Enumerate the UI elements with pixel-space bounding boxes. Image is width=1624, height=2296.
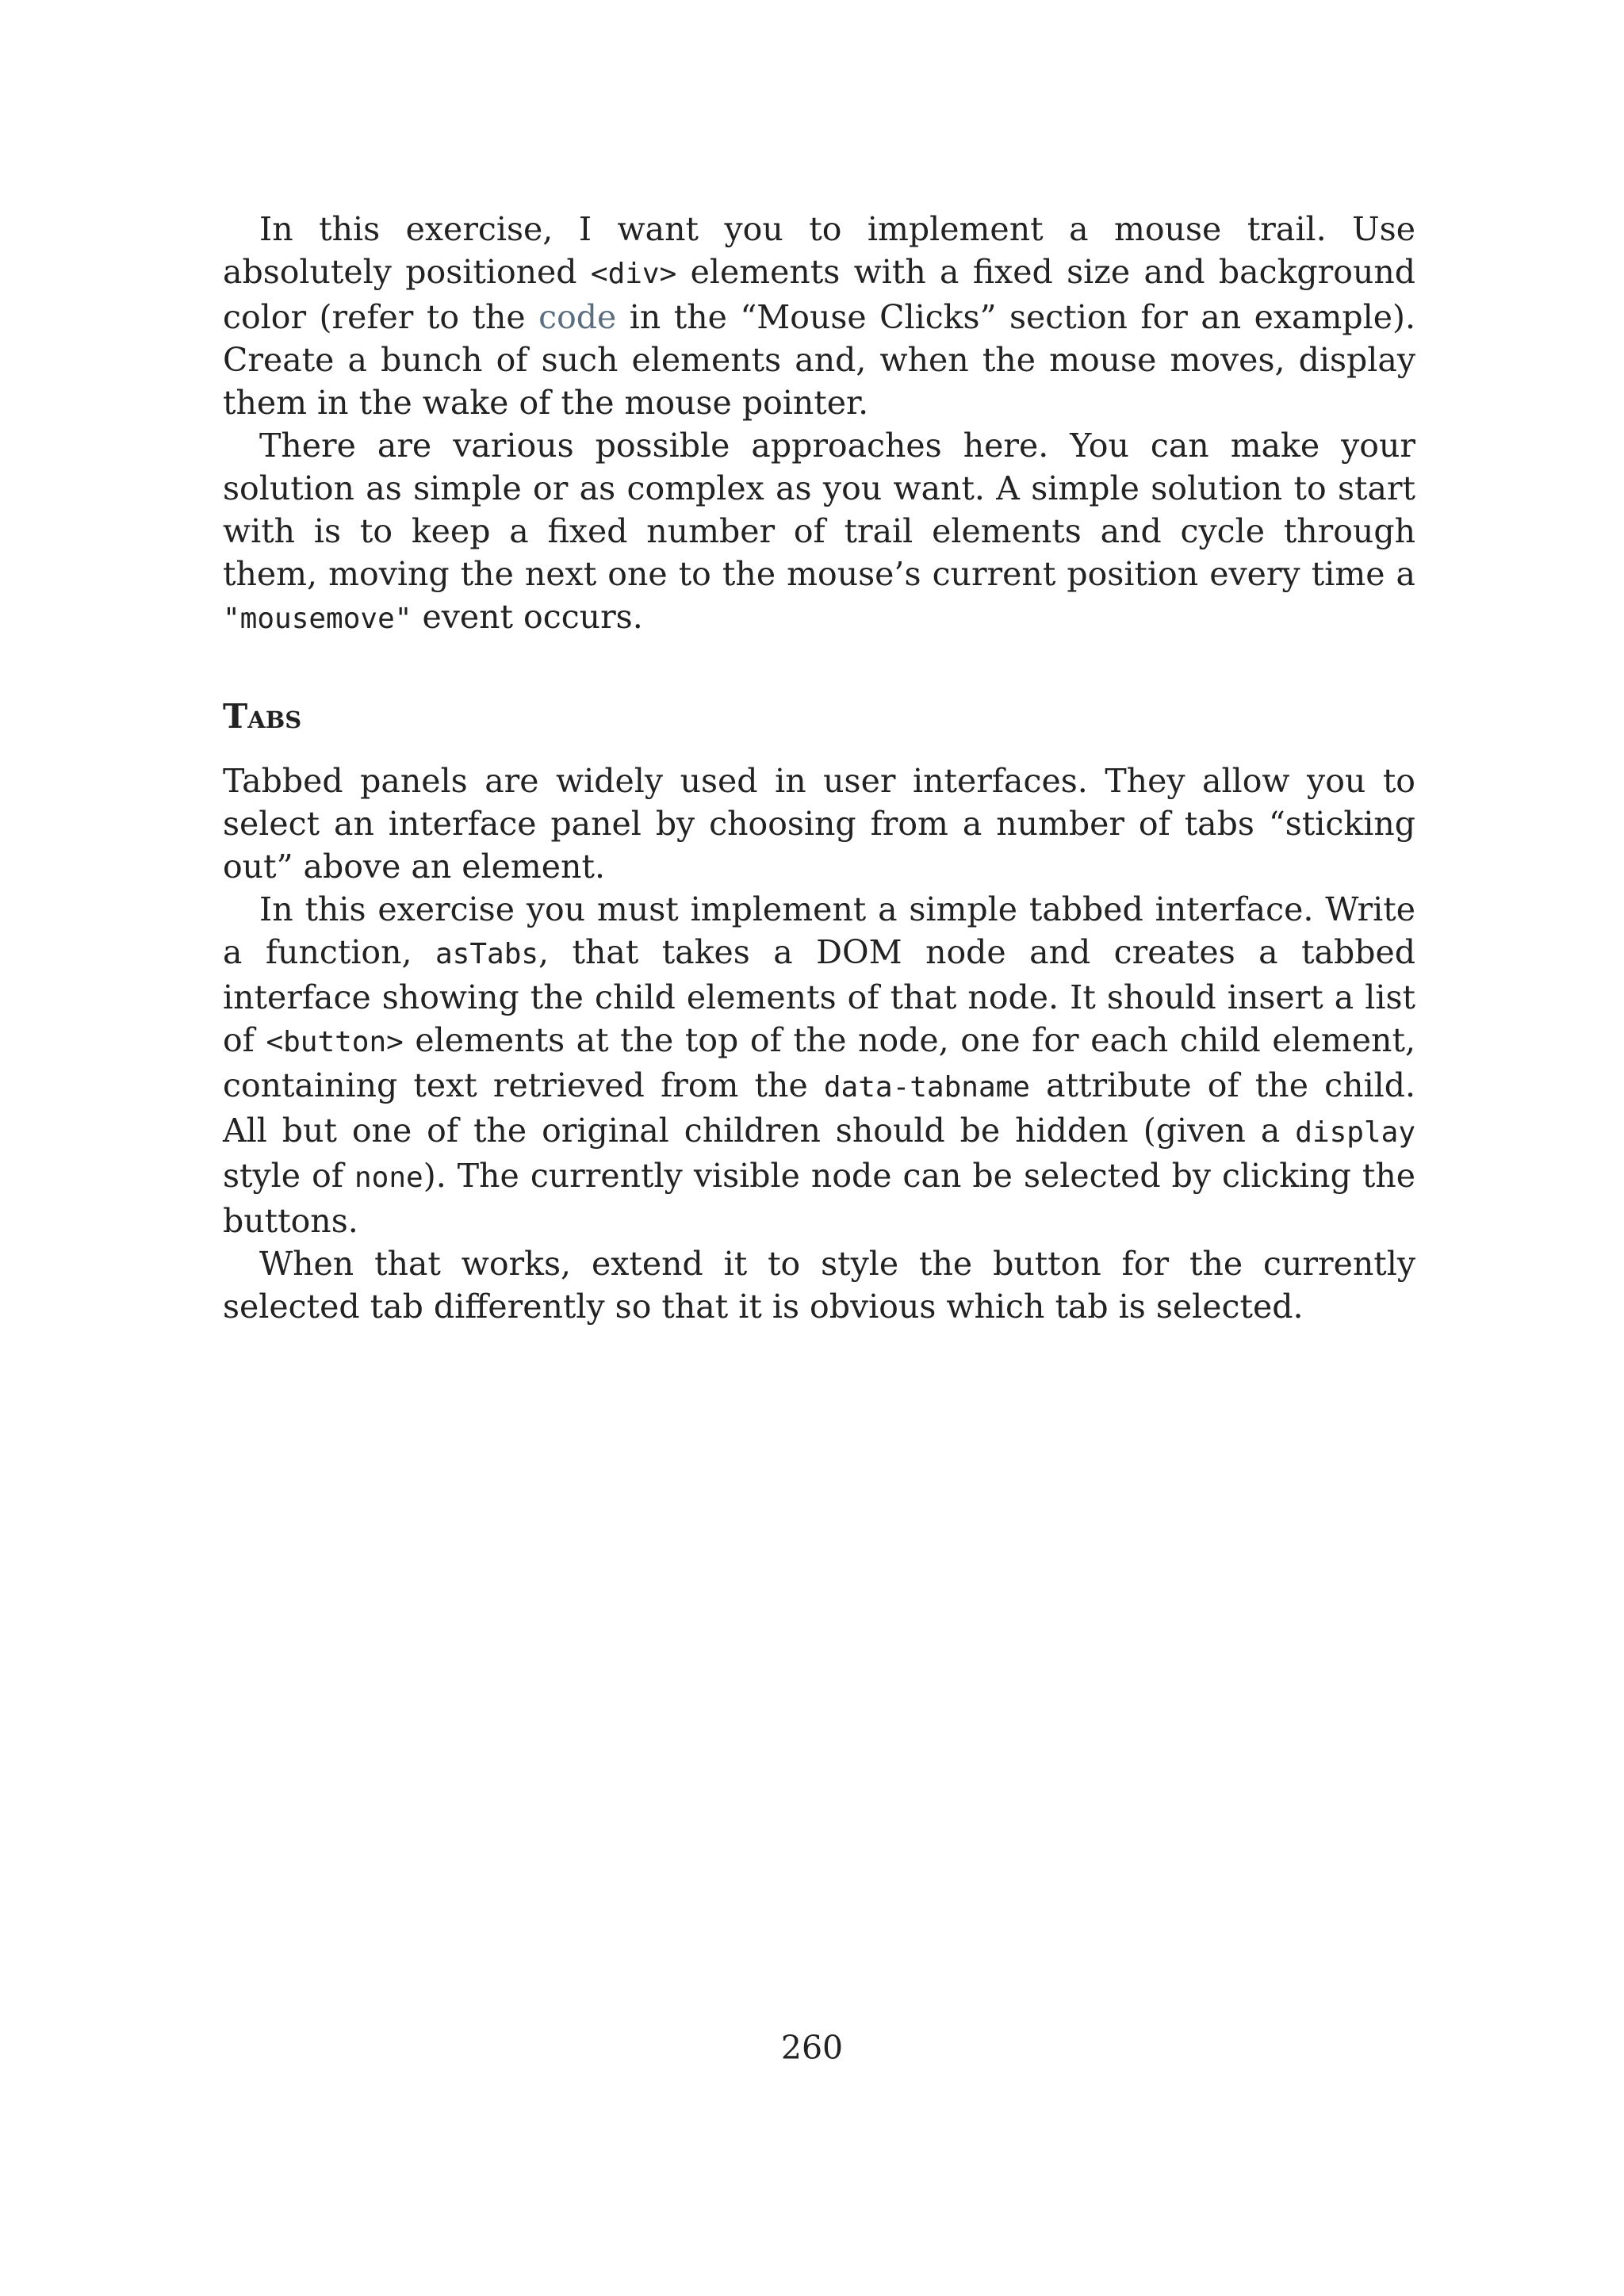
text-run: In this exercise you must implement a simple tabbed interface. Write a function, (223, 890, 1415, 971)
inline-code-data-tabname: data-tabname (823, 1071, 1030, 1104)
text-run: ). The currently visible node can be selected by clicking the buttons. (223, 1157, 1416, 1240)
text-run: event occurs. (412, 598, 643, 636)
tabs-paragraph-1 (223, 760, 1415, 888)
tabs-paragraph-2 (223, 888, 1415, 1242)
text-run: elements with a fixed size and background color (refer to the (223, 253, 1415, 336)
text-run: elements at the top of the node, one for each child element, containing text retrieved from the (223, 1021, 1415, 1104)
text-run: , that takes a DOM node and creates a tabbed interface showing the child elements of that node. It should insert a list of (223, 933, 1415, 1059)
code-link[interactable]: code (538, 298, 617, 336)
tabs-paragraph-3 (223, 1242, 1415, 1328)
text-run: attribute of the child. All but one of the original children should be hidden (given a (223, 1066, 1415, 1150)
section-heading-tabs: Tabs (223, 697, 302, 736)
text-run: When that works, extend it to style the button for the currently selected tab differently so that it is obvious which tab is selected. (223, 1245, 1415, 1326)
inline-code-div: <div> (590, 258, 677, 290)
inline-code-mousemove: "mousemove" (223, 603, 412, 635)
text-run: Tabbed panels are widely used in user interfaces. They allow you to select an interface panel by choosing from a number of tabs “sticking out” above an element. (223, 762, 1415, 886)
text-run: In this exercise, I want you to implement a mouse trail. Use absolutely positioned (223, 210, 1415, 291)
text-run: style of (223, 1157, 354, 1195)
inline-code-none: none (354, 1161, 423, 1194)
text-run: in the “Mouse Clicks” section for an example). Create a bunch of such elements and, when the mouse moves, display them in the wake of the mouse pointer. (223, 298, 1416, 422)
inline-code-astabs: asTabs (435, 938, 539, 970)
inline-code-display: display (1295, 1116, 1415, 1149)
mouse-trail-paragraph-1 (223, 208, 1415, 424)
page-number: 260 (780, 2029, 844, 2067)
page-body (223, 208, 1415, 1328)
text-run: There are various possible approaches here. You can make your solution as simple or as complex as you want. A simple solution to start with is to keep a fixed number of trail elements and cycle through them, moving the next one to the mouse’s current position every time a (223, 427, 1415, 593)
inline-code-button: <button> (266, 1026, 404, 1058)
mouse-trail-paragraph-2 (223, 424, 1415, 641)
